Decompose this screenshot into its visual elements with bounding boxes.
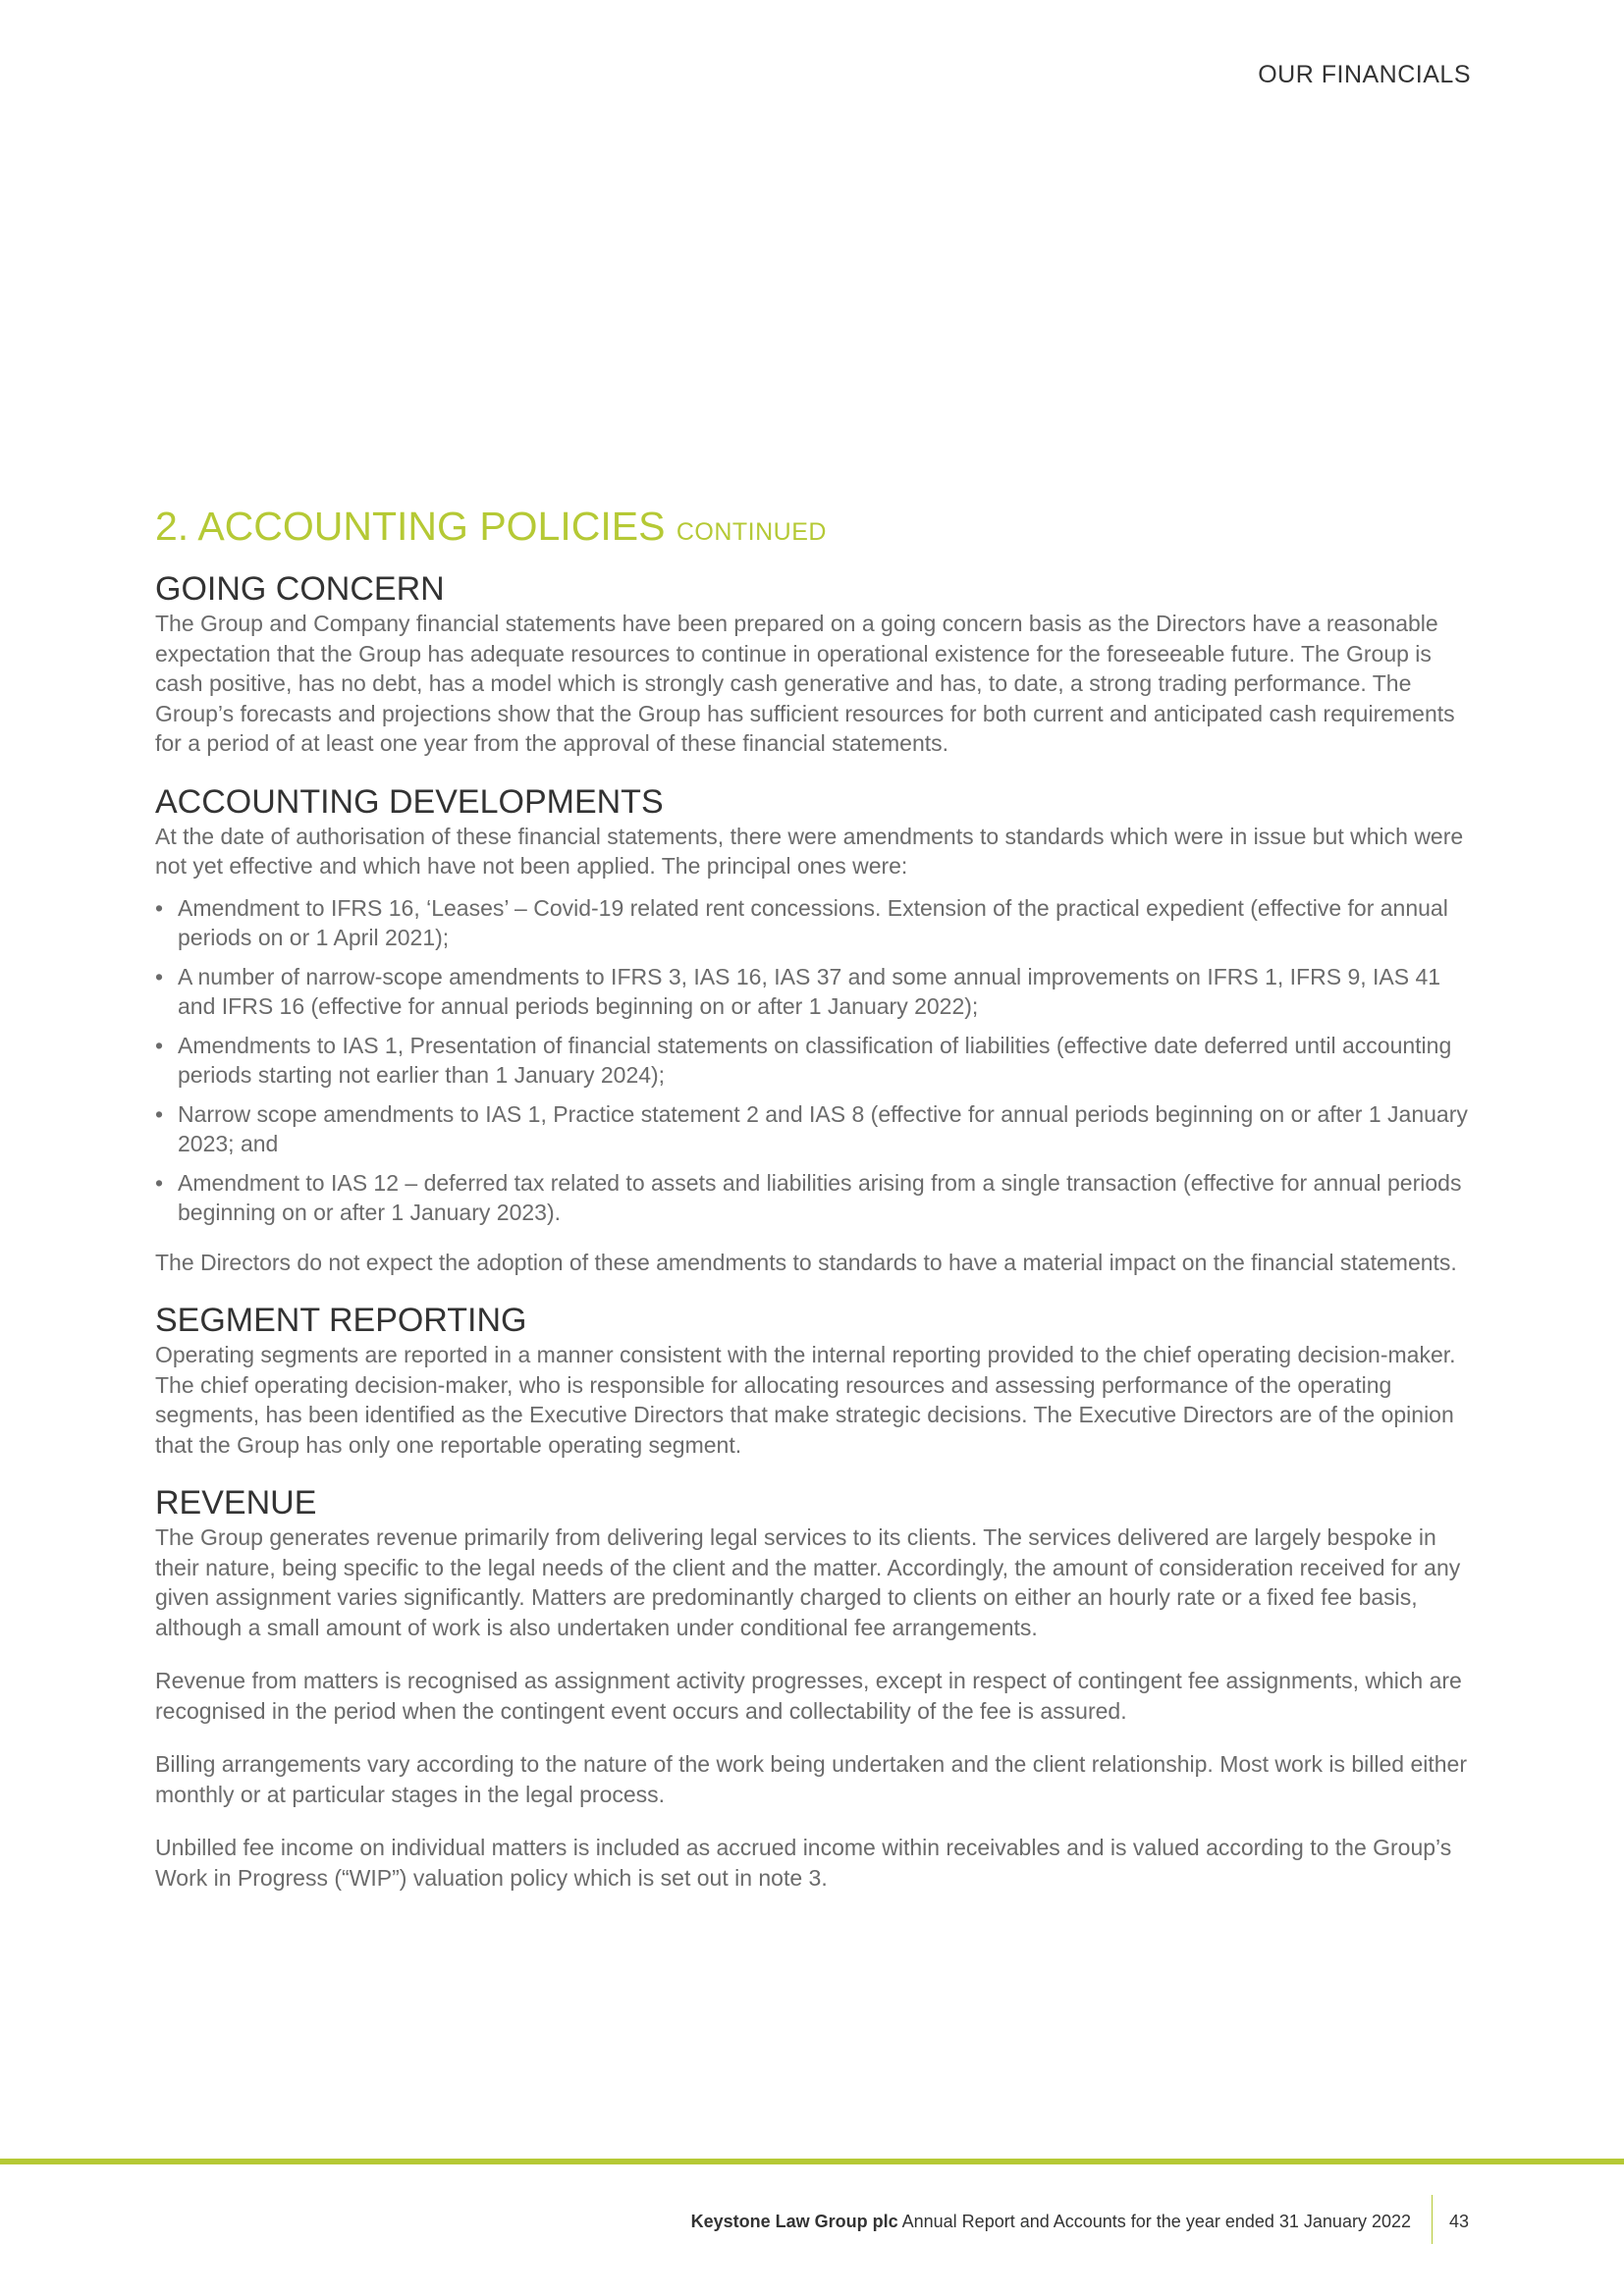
list-item xyxy=(155,1099,1471,1159)
paragraph-segment-reporting: Operating segments are reported in a manner consistent with the internal reporting provided to the chief operating decision-maker. The chief operating decision-maker, who is responsible for allocating resources and assessing performance of the operating segments, has been identified as the Executive Directors that make strategic decisions. The Executive Directors are of the opinion that the Group has only one reportable operating segment. xyxy=(155,1342,1456,1458)
bullet: • xyxy=(155,1100,164,1127)
paragraph-revenue-2: Revenue from matters is recognised as assignment activity progresses, except in respect of contingent fee assignments, which are recognised in the period when the contingent event occurs and collectability of the fee is assured. xyxy=(155,1668,1462,1724)
paragraph-going-concern: The Group and Company financial statements have been prepared on a going concern basis as the Directors have a reasonable expectation that the Group has adequate resources to continue in operational existence for the foreseeable future. The Group is cash positive, has no debt, has a model which is strongly cash generative and has, to date, a strong trading performance. The Group’s forecasts and projections show that the Group has sufficient resources for both current and anticipated cash requirements for a period of at least one year from the approval of these financial statements. xyxy=(155,611,1455,756)
running-header: OUR FINANCIALS xyxy=(1258,61,1471,88)
list-item-text: Amendments to IAS 1, Presentation of financial statements on classification of liabilities (effective date deferred until accounting periods starting not earlier than 1 January 2024); xyxy=(178,1032,1452,1088)
list-item xyxy=(155,1031,1471,1091)
bullet: • xyxy=(155,1032,164,1058)
paragraph-developments-intro: At the date of authorisation of these financial statements, there were amendments to standards which were in issue but which were not yet effective and which have not been applied. The principal ones were: xyxy=(155,823,1464,879)
bullet: • xyxy=(155,963,164,989)
list-item-text: Amendment to IFRS 16, ‘Leases’ – Covid-19 related rent concessions. Extension of the practical expedient (effective for annual periods on or 1 April 2021); xyxy=(178,894,1448,950)
paragraph-revenue-4: Unbilled fee income on individual matters is included as accrued income within receivables and is valued according to the Group’s Work in Progress (“WIP”) valuation policy which is set out in note 3. xyxy=(155,1835,1452,1891)
paragraph-developments-closing: The Directors do not expect the adoption of these amendments to standards to have a material impact on the financial statements. xyxy=(155,1249,1457,1275)
amendments-list xyxy=(155,893,1471,1228)
paragraph-revenue-3: Billing arrangements vary according to the nature of the work being undertaken and the client relationship. Most work is billed either monthly or at particular stages in the legal process. xyxy=(155,1751,1468,1807)
footer-caption xyxy=(691,2212,1411,2232)
list-item-text: Narrow scope amendments to IAS 1, Practice statement 2 and IAS 8 (effective for annual periods beginning on or after 1 January 2023; and xyxy=(178,1100,1468,1156)
heading-revenue: REVENUE xyxy=(155,1484,317,1522)
heading-accounting-developments: ACCOUNTING DEVELOPMENTS xyxy=(155,782,664,821)
list-item xyxy=(155,1168,1471,1228)
page-number: 43 xyxy=(1449,2212,1470,2231)
footer-description: Annual Report and Accounts for the year ended 31 January 2022 xyxy=(897,2212,1411,2231)
list-item-text: A number of narrow-scope amendments to IFRS 3, IAS 16, IAS 37 and some annual improvements on IFRS 1, IFRS 9, IAS 41 and IFRS 16 (effective for annual periods beginning on or after 1 January 2022); xyxy=(178,963,1441,1019)
footer-company: Keystone Law Group plc xyxy=(690,2212,898,2231)
list-item xyxy=(155,893,1471,953)
paragraph-revenue-1: The Group generates revenue primarily from delivering legal services to its clients. The services delivered are largely bespoke in their nature, being specific to the legal needs of the client and the matter. Accordingly, the amount of consideration received for any given assignment varies significantly. Matters are predominantly charged to clients on either an hourly rate or a fixed fee basis, although a small amount of work is also undertaken under conditional fee arrangements. xyxy=(155,1524,1461,1640)
list-item xyxy=(155,962,1471,1022)
continued-label: CONTINUED xyxy=(676,518,827,546)
heading-segment-reporting: SEGMENT REPORTING xyxy=(155,1302,527,1339)
list-item-text: Amendment to IAS 12 – deferred tax related to assets and liabilities arising from a single transaction (effective for annual periods beginning on or after 1 January 2023). xyxy=(178,1169,1462,1225)
section-title xyxy=(155,501,1471,558)
bullet: • xyxy=(155,1169,164,1196)
bullet: • xyxy=(155,894,164,921)
section-title-text: 2. ACCOUNTING POLICIES xyxy=(155,504,666,549)
heading-going-concern: GOING CONCERN xyxy=(155,570,445,608)
page-content xyxy=(155,501,1471,1916)
footer-divider xyxy=(1432,2195,1433,2244)
footer-accent-bar xyxy=(0,2159,1624,2164)
